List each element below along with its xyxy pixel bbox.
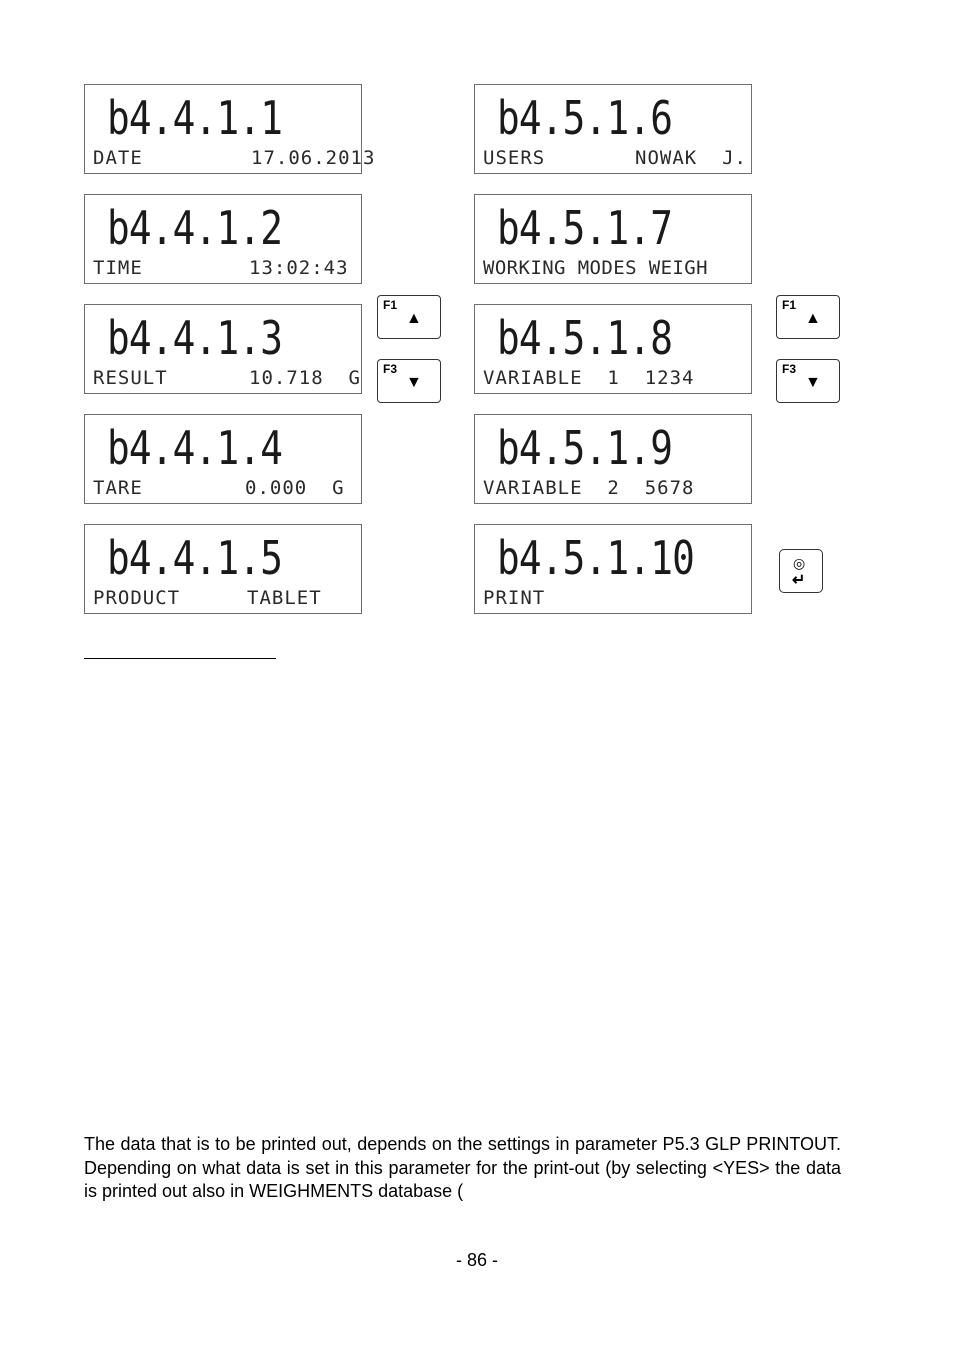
f1-label: F1 xyxy=(782,298,797,312)
f1-up-button-right[interactable] xyxy=(776,295,840,339)
display-code: b4.5.1.9 xyxy=(497,421,673,475)
f3-label: F3 xyxy=(782,362,797,376)
arrow-down-icon: ▼ xyxy=(805,374,821,391)
display-code: b4.5.1.7 xyxy=(497,201,673,255)
display-code: b4.4.1.3 xyxy=(107,311,283,365)
display-b4413 xyxy=(84,304,362,394)
display-b4412 xyxy=(84,194,362,284)
display-label: WORKING MODES WEIGH xyxy=(483,257,708,279)
display-code: b4.4.1.2 xyxy=(107,201,283,255)
display-label: PRINT xyxy=(483,587,546,609)
display-label: USERS xyxy=(483,147,546,169)
display-code: b4.5.1.6 xyxy=(497,91,673,145)
display-label: DATE xyxy=(93,147,143,169)
f3-label: F3 xyxy=(383,362,398,376)
display-value: 17.06.2013 xyxy=(251,147,376,169)
enter-button[interactable] xyxy=(779,549,823,593)
page-number: - 86 - xyxy=(455,1250,498,1270)
f1-label: F1 xyxy=(383,298,398,312)
print-icon: ◎ xyxy=(793,555,806,571)
display-b4516 xyxy=(474,84,752,174)
display-value: 10.718 G xyxy=(249,367,361,389)
display-b4517 xyxy=(474,194,752,284)
arrow-up-icon: ▲ xyxy=(805,310,821,327)
f1-up-button[interactable] xyxy=(377,295,441,339)
display-value: TABLET xyxy=(247,587,322,609)
display-code: b4.5.1.8 xyxy=(497,311,673,365)
display-b45110 xyxy=(474,524,752,614)
display-code: b4.4.1.5 xyxy=(107,531,283,585)
f3-down-button[interactable] xyxy=(377,359,441,403)
enter-arrow-icon: ↵ xyxy=(792,572,806,589)
display-b4415 xyxy=(84,524,362,614)
display-label: PRODUCT xyxy=(93,587,181,609)
body-paragraph: The data that is to be printed out, depends on the settings in parameter P5.3 GLP PRINTOUT. Depending on what data is set in this parameter for the print-out (by selecting <YES> the data is printed out also in WEIGHMENTS database ( xyxy=(84,1134,841,1201)
display-code: b4.5.1.10 xyxy=(497,531,695,585)
display-label: RESULT xyxy=(93,367,168,389)
display-b4414 xyxy=(84,414,362,504)
f3-down-button-right[interactable] xyxy=(776,359,840,403)
display-code: b4.4.1.4 xyxy=(107,421,283,475)
display-b4411 xyxy=(84,84,376,174)
arrow-up-icon: ▲ xyxy=(406,310,422,327)
display-label: TIME xyxy=(93,257,143,279)
display-label: TARE xyxy=(93,477,143,499)
display-code: b4.4.1.1 xyxy=(107,91,283,145)
arrow-down-icon: ▼ xyxy=(406,374,422,391)
display-label: VARIABLE 2 5678 xyxy=(483,477,695,499)
display-value: 0.000 G xyxy=(245,477,345,499)
display-value: NOWAK J. xyxy=(635,147,747,169)
display-value: 13:02:43 xyxy=(249,257,349,279)
display-b4518 xyxy=(474,304,752,394)
display-label: VARIABLE 1 1234 xyxy=(483,367,695,389)
display-b4519 xyxy=(474,414,752,504)
footnote-rule xyxy=(84,658,276,659)
